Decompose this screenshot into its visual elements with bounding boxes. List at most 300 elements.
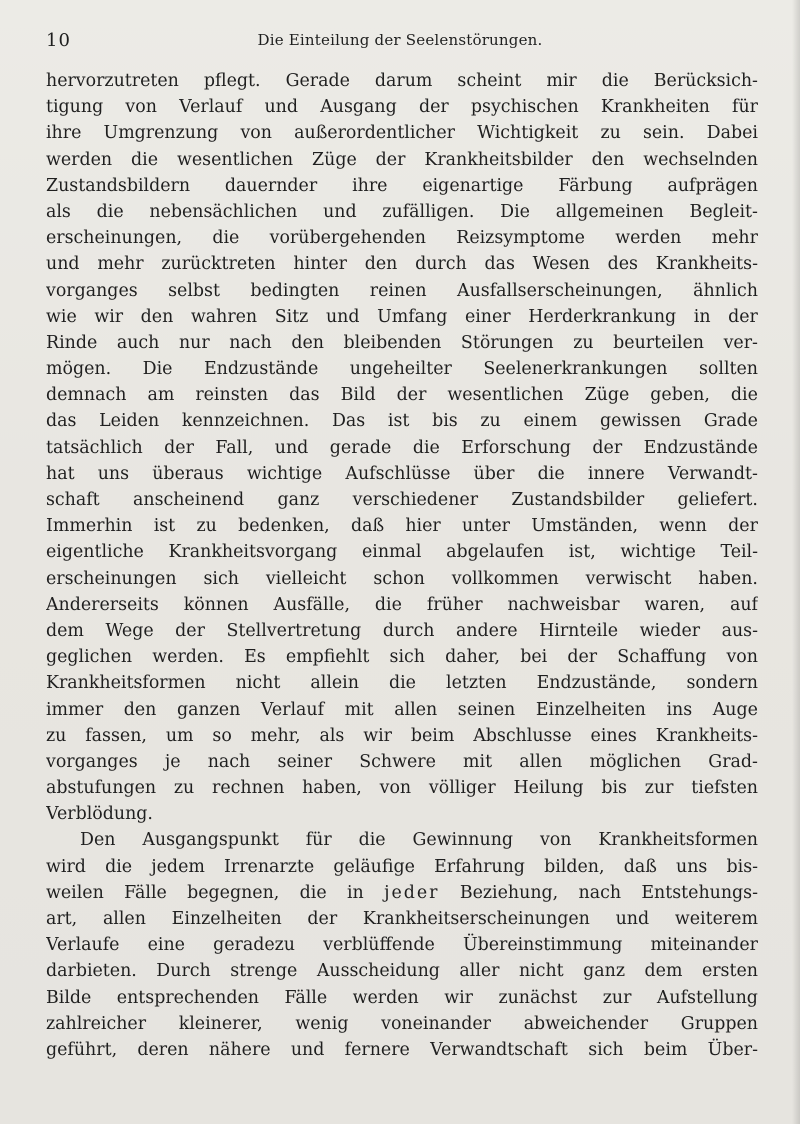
text-word: überaus xyxy=(152,463,224,484)
text-word: empfiehlt xyxy=(285,647,370,668)
text-word: Umgrenzung xyxy=(103,123,219,144)
text-word: Einzelheiten xyxy=(171,909,282,929)
text-word: und xyxy=(615,909,650,929)
text-line xyxy=(46,147,758,173)
text-word: nach xyxy=(229,332,272,353)
text-word: Ausfallserscheinungen, xyxy=(457,280,663,301)
text-line xyxy=(46,854,758,880)
page-number: 10 xyxy=(46,30,71,51)
text-word: völliger xyxy=(428,778,496,799)
text-word: über xyxy=(473,463,515,484)
text-word: als xyxy=(46,201,71,222)
text-word: Ausgang xyxy=(320,97,397,118)
text-word: ist xyxy=(153,516,176,537)
text-word: fassen, xyxy=(85,725,147,746)
text-word: Aufschlüsse xyxy=(345,463,451,484)
text-word: daher, xyxy=(445,647,501,668)
text-word: Hirnteile xyxy=(539,620,619,641)
text-word: eines xyxy=(590,725,637,746)
text-word: wir xyxy=(363,725,392,746)
running-title: Die Einteilung der Seelenstörungen. xyxy=(257,31,543,49)
text-word: Störungen xyxy=(460,332,554,353)
text-word: wieder xyxy=(639,620,701,641)
text-word: mögen. xyxy=(46,359,112,380)
text-word: Verblödung. xyxy=(46,804,153,825)
text-word: bis xyxy=(432,411,458,432)
text-word: Grad- xyxy=(708,751,758,772)
text-word: allen xyxy=(394,699,438,720)
text-word: sein. xyxy=(642,123,685,144)
text-word: den xyxy=(291,332,324,353)
text-word: durch xyxy=(415,254,467,275)
text-word: mehr xyxy=(97,254,144,275)
text-line xyxy=(46,775,758,801)
text-line xyxy=(46,225,758,251)
text-line xyxy=(46,382,758,408)
text-word: dem xyxy=(644,961,683,982)
text-word: daß xyxy=(623,856,657,877)
text-word: abgelaufen xyxy=(446,542,545,563)
text-word: die xyxy=(358,830,386,851)
text-word: Einzelheiten xyxy=(535,699,646,720)
text-word: tigung xyxy=(46,97,104,118)
text-word: Schwere xyxy=(359,751,436,772)
text-word: Verwandtschaft xyxy=(430,1039,568,1060)
text-word: mir xyxy=(546,71,577,91)
text-word: Es xyxy=(244,647,266,668)
text-word: aufprägen xyxy=(667,175,758,196)
text-word: zurücktreten xyxy=(161,254,276,275)
text-word: durch xyxy=(382,620,435,641)
text-word: Bilde xyxy=(46,987,92,1008)
text-word: bilden, xyxy=(544,856,605,877)
text-word: Berücksich- xyxy=(653,71,758,91)
text-line xyxy=(46,330,758,356)
text-word: bei xyxy=(520,647,548,668)
text-word: geradezu xyxy=(213,935,296,956)
text-word: Krankheitserscheinungen xyxy=(362,909,590,929)
text-word: der xyxy=(567,647,598,668)
text-word: nur xyxy=(178,332,210,353)
text-word: immer xyxy=(46,699,104,720)
text-word: geben, xyxy=(650,385,710,406)
text-word: der xyxy=(728,306,758,327)
text-word: allen xyxy=(102,909,146,929)
text-word: Irrenarzte xyxy=(224,856,315,877)
text-word: wie xyxy=(46,306,77,327)
text-word: der xyxy=(164,437,194,458)
text-word: Fälle xyxy=(124,882,167,903)
text-word: der xyxy=(307,909,338,929)
text-word: zu xyxy=(173,778,195,799)
text-word: ganz xyxy=(277,490,320,510)
text-word: ganzen xyxy=(176,699,241,720)
text-word: und xyxy=(323,201,357,222)
text-word: Abschlusse xyxy=(473,725,572,746)
text-line xyxy=(46,670,758,696)
text-word: deren xyxy=(137,1039,189,1060)
text-word: Wichtigkeit xyxy=(477,123,579,144)
text-word: mehr, xyxy=(250,725,301,746)
text-word: abweichender xyxy=(523,1013,649,1034)
text-word: darbieten. xyxy=(46,961,137,982)
text-word: strenge xyxy=(230,961,298,982)
text-word: wechselnden xyxy=(643,149,758,170)
text-word: nach xyxy=(578,882,622,903)
text-word: die xyxy=(730,385,758,406)
text-word: Durch xyxy=(156,961,211,982)
text-word: wesentlichen xyxy=(447,385,564,406)
text-word: uns xyxy=(676,856,708,877)
text-line xyxy=(46,1011,758,1037)
text-line xyxy=(46,958,758,984)
text-word: Über- xyxy=(707,1039,758,1060)
text-word: Gerade xyxy=(285,71,350,91)
text-word: Sitz xyxy=(274,306,309,327)
text-word: die xyxy=(131,149,159,170)
text-word: zu xyxy=(600,123,621,144)
text-word: der xyxy=(375,149,406,170)
text-word: mehr xyxy=(711,228,758,249)
text-word: Krankheits- xyxy=(655,725,758,746)
text-word: pflegt. xyxy=(203,71,261,91)
text-word: geführt, xyxy=(46,1039,118,1060)
text-word: rechnen xyxy=(212,778,285,799)
text-word: den xyxy=(140,306,174,327)
text-word: des xyxy=(607,254,638,275)
text-word: art, xyxy=(46,909,78,929)
text-word: nachweisbar xyxy=(507,594,620,615)
text-word: einer xyxy=(464,306,511,327)
text-word: auf xyxy=(729,594,758,615)
text-word: Verwandt- xyxy=(667,463,758,484)
text-word: die xyxy=(537,463,565,484)
text-word: ihre xyxy=(46,123,82,144)
text-word: waren, xyxy=(644,594,706,615)
text-word: ungeheilter xyxy=(349,359,452,380)
text-line xyxy=(46,1037,758,1063)
text-word: die xyxy=(374,594,402,615)
text-word: miteinander xyxy=(650,935,758,956)
text-word: geglichen xyxy=(46,647,133,668)
text-word: einem xyxy=(523,411,578,432)
text-word: bis xyxy=(601,778,627,799)
text-line xyxy=(46,120,758,146)
text-word: Leiden xyxy=(99,411,160,432)
text-word: nach xyxy=(207,751,251,772)
text-word: für xyxy=(305,830,332,851)
text-word: weilen xyxy=(46,882,104,903)
text-word: zu xyxy=(46,725,67,746)
text-word: geliefert. xyxy=(677,490,758,510)
text-word: vorganges xyxy=(46,280,138,301)
text-word: zu xyxy=(196,516,217,537)
text-word: geläufige xyxy=(333,856,415,877)
text-word: eigenartige xyxy=(422,175,524,196)
text-word: Ausfälle, xyxy=(273,594,350,615)
text-word: fernere xyxy=(344,1039,410,1060)
text-word: Endzustände xyxy=(203,359,319,380)
text-word: sich xyxy=(203,568,239,589)
text-word: wir xyxy=(444,987,473,1008)
text-word: die xyxy=(299,882,327,903)
text-word: zunächst xyxy=(498,987,578,1008)
text-line xyxy=(46,644,758,670)
text-word: Verlaufe xyxy=(46,935,120,956)
page-header xyxy=(46,28,754,56)
text-word: nähere xyxy=(208,1039,271,1060)
text-word: so xyxy=(212,725,232,746)
text-word: Herderkrankung xyxy=(528,306,677,327)
text-word: tatsächlich xyxy=(46,437,143,458)
text-word: als xyxy=(319,725,345,746)
text-word: erscheinungen, xyxy=(46,228,183,249)
text-word: können xyxy=(183,594,249,615)
text-word: Umständen, xyxy=(531,516,639,537)
text-word: hervorzutreten xyxy=(46,71,179,91)
text-word: je xyxy=(164,751,181,772)
text-line xyxy=(46,461,758,487)
text-word: beim xyxy=(410,725,455,746)
text-word: das xyxy=(46,411,77,432)
text-word: Wesen xyxy=(532,254,590,275)
text-word: Reizsymptome xyxy=(456,228,585,249)
text-word: Übereinstimmung xyxy=(462,935,623,956)
text-line xyxy=(46,592,758,618)
text-word: werden xyxy=(352,987,419,1008)
text-word: uns xyxy=(97,463,130,484)
text-word: dauernder xyxy=(224,175,318,196)
text-word: Auge xyxy=(712,699,758,720)
text-word: vielleicht xyxy=(265,568,347,589)
text-word: ersten xyxy=(701,961,758,982)
text-word: in xyxy=(346,882,364,903)
text-word: hier xyxy=(405,516,441,537)
text-word: Krankheitsvorgang xyxy=(168,542,338,563)
text-word: und xyxy=(274,437,309,458)
text-word: entsprechenden xyxy=(116,987,259,1008)
text-word: der xyxy=(396,385,427,406)
text-line xyxy=(46,487,758,513)
text-word: ver- xyxy=(723,332,758,353)
text-word: Zustandsbildern xyxy=(46,175,191,196)
text-word: Immerhin xyxy=(46,516,133,537)
text-word: zu xyxy=(573,332,594,353)
text-word: jeder xyxy=(384,882,440,903)
text-line xyxy=(46,618,758,644)
text-word: von xyxy=(125,97,157,118)
text-word: gerade xyxy=(329,437,392,458)
text-word: für xyxy=(732,97,758,118)
text-word: daß xyxy=(350,516,385,537)
text-word: der xyxy=(728,516,758,537)
text-word: Krankheitsbilder xyxy=(424,149,573,170)
text-word: Züge xyxy=(584,385,630,406)
text-line xyxy=(46,278,758,304)
text-word: Entstehungs- xyxy=(641,882,758,903)
text-word: mit xyxy=(463,751,493,772)
text-word: nicht xyxy=(235,673,281,694)
text-word: Verlauf xyxy=(179,97,243,118)
text-line xyxy=(46,513,758,539)
text-word: wenig xyxy=(295,1013,349,1034)
text-word: Krankheitsformen xyxy=(598,830,758,851)
text-word: außerordentlicher xyxy=(294,123,455,144)
text-word: eine xyxy=(147,935,185,956)
text-word: zu xyxy=(480,411,501,432)
text-word: den xyxy=(591,149,625,170)
text-word: auch xyxy=(116,332,160,353)
text-line xyxy=(46,408,758,434)
text-word: Den xyxy=(80,830,116,851)
text-word: zahlreicher xyxy=(46,1013,147,1034)
text-word: seinen xyxy=(457,699,516,720)
text-word: unter xyxy=(461,516,510,537)
text-word: seiner xyxy=(277,751,333,772)
text-word: eigentliche xyxy=(46,542,144,563)
text-word: ähnlich xyxy=(693,280,758,301)
text-line xyxy=(46,251,758,277)
text-word: Schaffung xyxy=(617,647,707,668)
text-word: Das xyxy=(331,411,366,432)
text-word: beim xyxy=(643,1039,688,1060)
text-word: Grade xyxy=(703,411,758,432)
text-word: selbst xyxy=(168,280,220,301)
text-word: Fall, xyxy=(215,437,254,458)
text-line xyxy=(46,932,758,958)
text-word: wahren xyxy=(190,306,258,327)
text-word: reinsten xyxy=(195,385,269,406)
text-word: hinter xyxy=(293,254,347,275)
text-word: hat xyxy=(46,463,75,484)
text-word: Endzustände, xyxy=(536,673,657,694)
text-word: allein xyxy=(310,673,359,694)
text-word: wird xyxy=(46,856,86,877)
text-word: ganz xyxy=(583,961,626,982)
text-line xyxy=(46,304,758,330)
text-word: aller xyxy=(459,961,500,982)
text-word: den xyxy=(123,699,157,720)
text-word: Aufstellung xyxy=(656,987,758,1008)
text-line xyxy=(46,356,758,382)
text-word: Züge xyxy=(312,149,357,170)
text-word: wichtige xyxy=(620,542,696,563)
text-word: der xyxy=(418,97,449,118)
text-word: zufälligen. xyxy=(382,201,475,222)
text-word: um xyxy=(165,725,194,746)
text-word: Gewinnung xyxy=(412,830,514,851)
text-word: jedem xyxy=(151,856,205,877)
text-word: tiefsten xyxy=(691,778,758,799)
text-word: haben, xyxy=(302,778,362,799)
text-word: und xyxy=(290,1039,325,1060)
text-word: ist, xyxy=(568,542,596,563)
text-word: kennzeichnen. xyxy=(181,411,310,432)
text-word: die xyxy=(412,437,440,458)
text-line xyxy=(46,723,758,749)
text-word: das xyxy=(289,385,320,406)
text-word: zur xyxy=(602,987,632,1008)
text-word: Krankheits- xyxy=(655,254,758,275)
text-line xyxy=(46,435,758,461)
text-line xyxy=(46,199,758,225)
text-word: vollkommen xyxy=(451,568,559,589)
text-word: mit xyxy=(344,699,374,720)
text-line xyxy=(46,173,758,199)
text-word: wenn xyxy=(659,516,707,537)
text-line xyxy=(46,68,758,94)
text-line xyxy=(46,539,758,565)
text-word: wir xyxy=(94,306,124,327)
text-line xyxy=(46,749,758,775)
text-word: allgemeinen xyxy=(555,201,664,222)
text-word: Verlauf xyxy=(260,699,325,720)
text-word: demnach xyxy=(46,385,127,406)
text-word: verschiedener xyxy=(352,490,479,510)
text-word: von xyxy=(726,647,758,668)
text-line xyxy=(46,801,758,827)
text-word: dem xyxy=(46,620,84,641)
text-word: Umfang xyxy=(377,306,448,327)
text-word: werden. xyxy=(152,647,224,668)
text-word: werden xyxy=(615,228,682,249)
text-word: die xyxy=(212,228,240,249)
text-word: Endzustände xyxy=(643,437,758,458)
text-word: den xyxy=(364,254,398,275)
text-word: Gruppen xyxy=(680,1013,758,1034)
text-word: Heilung xyxy=(513,778,584,799)
text-word: aus- xyxy=(721,620,758,641)
text-word: Beziehung, xyxy=(459,882,559,903)
text-word: sich xyxy=(389,647,425,668)
text-word: Die xyxy=(500,201,530,222)
text-word: Färbung xyxy=(558,175,633,196)
text-word: das xyxy=(484,254,515,275)
text-word: kleinerer, xyxy=(178,1013,263,1034)
text-word: voneinander xyxy=(381,1013,491,1034)
text-word: werden xyxy=(46,149,113,170)
text-word: andere xyxy=(455,620,518,641)
text-word: Wege xyxy=(105,620,154,641)
text-word: schon xyxy=(373,568,425,589)
text-word: haben. xyxy=(698,568,758,589)
text-line xyxy=(46,880,758,906)
text-word: einmal xyxy=(361,542,422,563)
text-word: beurteilen xyxy=(613,332,705,353)
text-word: vorganges xyxy=(46,751,138,772)
text-word: bis- xyxy=(726,856,758,877)
text-word: Krankheiten xyxy=(600,97,710,118)
text-word: ihre xyxy=(352,175,388,196)
text-word: sondern xyxy=(686,673,758,694)
text-word: verwischt xyxy=(585,568,672,589)
text-word: von xyxy=(240,123,272,144)
text-word: letzten xyxy=(446,673,507,694)
body-text xyxy=(46,68,758,1063)
text-word: sollten xyxy=(698,359,758,380)
text-word: und xyxy=(264,97,299,118)
text-word: Zustandsbilder xyxy=(511,490,645,510)
text-word: Die xyxy=(142,359,173,380)
text-word: die xyxy=(96,201,124,222)
text-word: verblüffende xyxy=(323,935,435,956)
text-word: vorübergehenden xyxy=(269,228,426,249)
text-word: wesentlichen xyxy=(176,149,294,170)
text-word: die xyxy=(388,673,416,694)
text-word: bedingten xyxy=(250,280,340,301)
text-word: in xyxy=(693,306,711,327)
text-word: die xyxy=(601,71,629,91)
